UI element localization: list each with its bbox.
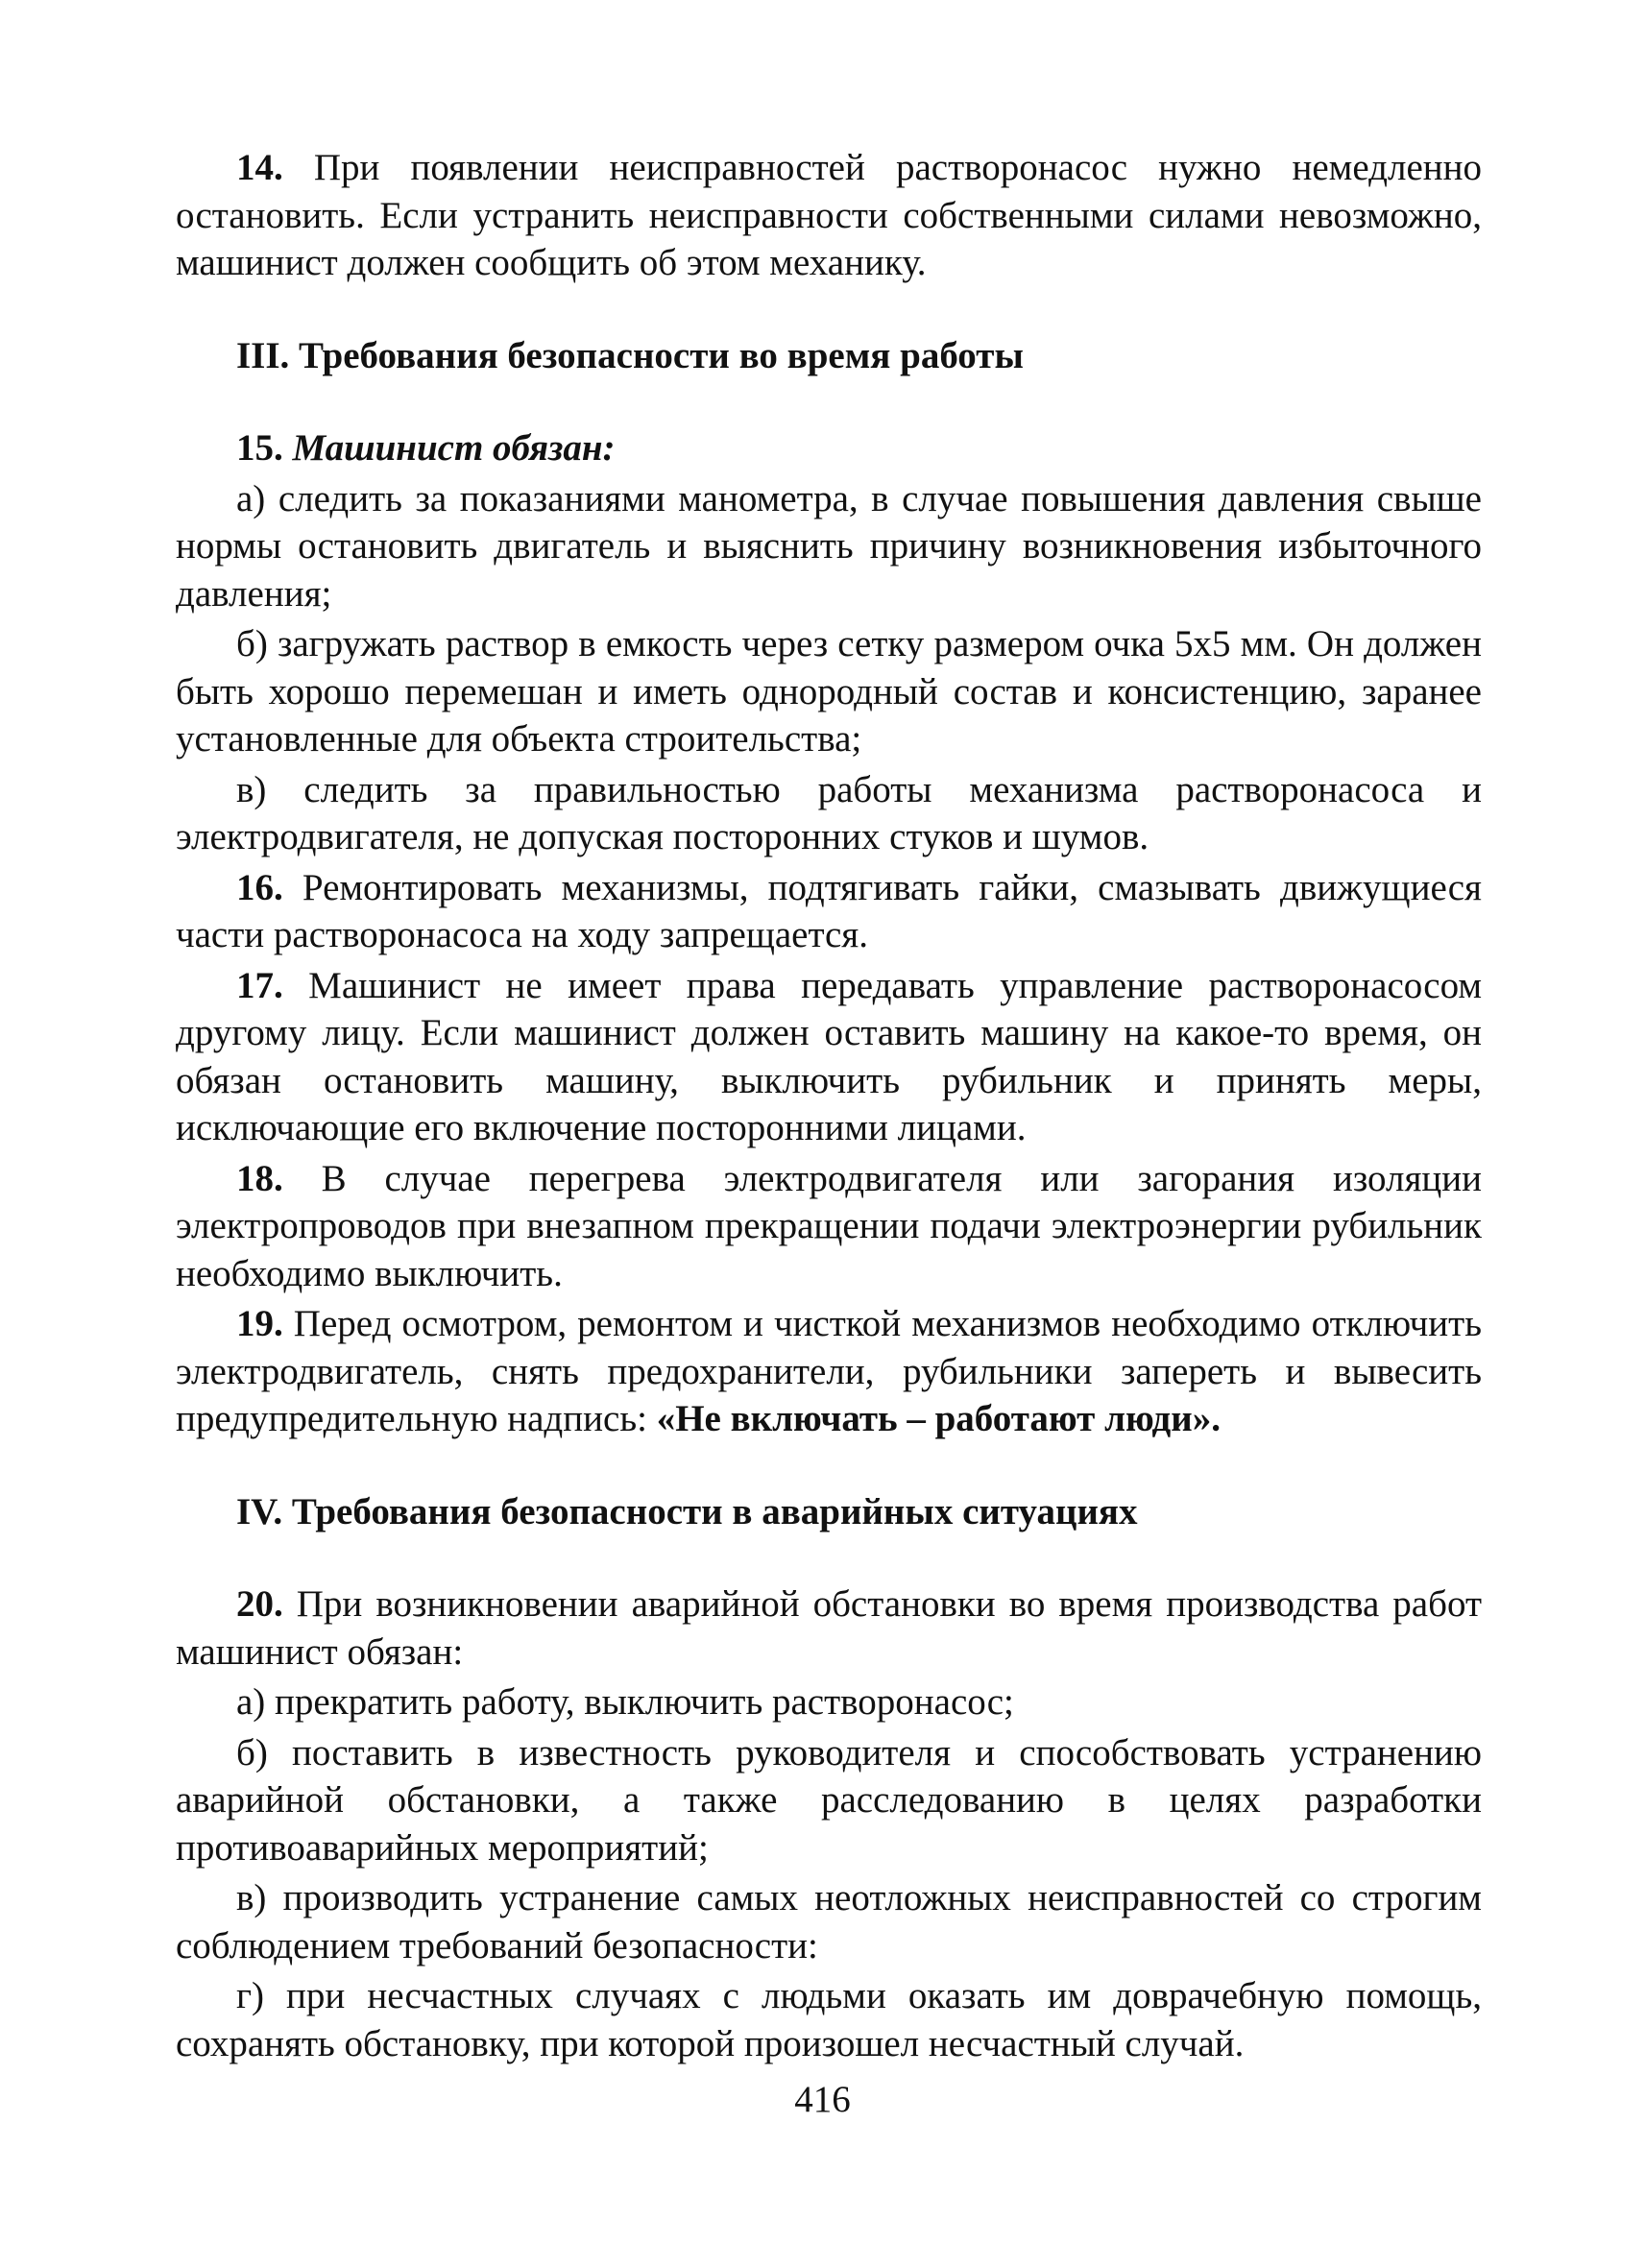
paragraph-17 (176, 962, 1482, 1152)
paragraph-text: Ремонтировать механизмы, подтягивать гайки, смазывать движущиеся части растворонасоса на ходу запрещается. (176, 866, 1482, 955)
paragraph-text: При возникновении аварийной обстановки во время производства работ машинист обязан: (176, 1583, 1482, 1673)
section-heading-4: IV. Требования безопасности в аварийных ситуациях (236, 1490, 1138, 1532)
section-heading-3: III. Требования безопасности во время работы (236, 334, 1024, 376)
document-page (176, 144, 1482, 2070)
paragraph-text: Машинист не имеет права передавать управление растворонасосом другому лицу. Если машинист должен оставить машину на какое-то время, он обязан остановить машину, выключить рубильник и принять меры, исключающие его включение посторонними лицами. (176, 964, 1482, 1148)
paragraph-20 (176, 1580, 1482, 1676)
paragraph-18 (176, 1155, 1482, 1298)
item-number: 20. (236, 1583, 283, 1625)
item-number: 18. (236, 1157, 283, 1199)
paragraph-text: В случае перегрева электродвигателя или загорания изоляции электропроводов при внезапном прекращении подачи электроэнергии рубильник необходимо выключить. (176, 1157, 1482, 1294)
item-number: 15. (236, 427, 283, 469)
page-number: 416 (794, 2079, 851, 2120)
subitem-20a: а) прекратить работу, выключить растворонасос; (236, 1681, 1014, 1723)
subitem-20c: в) производить устранение самых неотложных неисправностей со строгим соблюдением требований безопасности: (176, 1877, 1482, 1966)
paragraph-16 (176, 864, 1482, 959)
paragraph-text: При появлении неисправностей растворонасос нужно немедленно остановить. Если устранить неисправности собственными силами невозможно, машинист должен сообщить об этом механику. (176, 147, 1482, 283)
warning-sign-text: «Не включать – работают люди». (656, 1398, 1221, 1439)
subitem-20d: г) при несчастных случаях с людьми оказать им доврачебную помощь, сохранять обстановку, при которой произошел несчастный случай. (176, 1975, 1482, 2064)
paragraph-14 (176, 144, 1482, 287)
subitem-15b: б) загружать раствор в емкость через сетку размером очка 5х5 мм. Он должен быть хорошо перемешан и иметь однородный состав и консистенцию, заранее установленные для объекта строительства; (176, 623, 1482, 760)
item-number: 14. (236, 147, 283, 188)
paragraph-heading: Машинист обязан: (282, 427, 616, 469)
paragraph-19 (176, 1300, 1482, 1443)
paragraph-text: Перед осмотром, ремонтом и чисткой механизмов необходимо отключить электродвигатель, снять предохранители, рубильники запереть и вывесить предупредительную надпись: (176, 1303, 1482, 1439)
item-number: 19. (236, 1303, 283, 1344)
subitem-20b: б) поставить в известность руководителя и способствовать устранению аварийной обстановки, а также расследованию в целях разработки противоаварийных мероприятий; (176, 1731, 1482, 1869)
subitem-15c: в) следить за правильностью работы механизма растворонасоса и электродвигателя, не допуская посторонних стуков и шумов. (176, 768, 1482, 857)
subitem-15a: а) следить за показаниями манометра, в случае повышения давления свыше нормы остановить двигатель и выяснить причину возникновения избыточного давления; (176, 477, 1482, 615)
item-number: 17. (236, 964, 283, 1006)
item-number: 16. (236, 866, 283, 908)
paragraph-15 (176, 424, 1482, 472)
